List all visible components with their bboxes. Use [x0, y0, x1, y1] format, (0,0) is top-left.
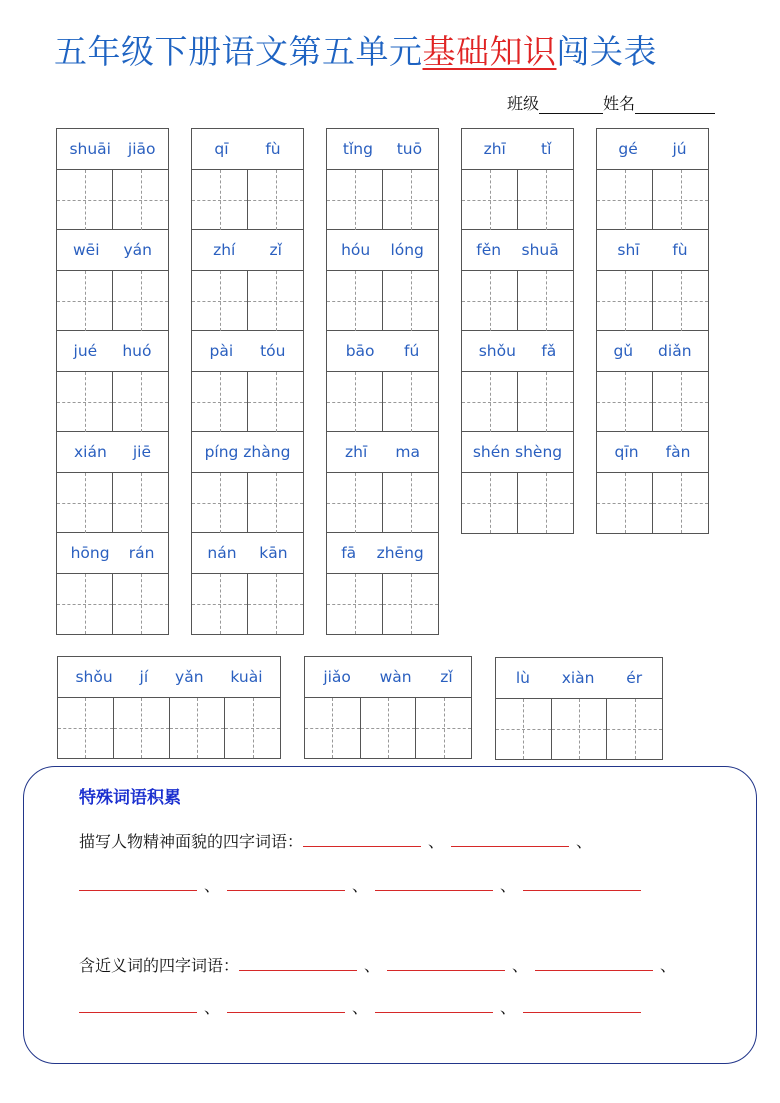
pinyin-syllable: shén shèng: [472, 443, 563, 461]
writing-grid: [57, 170, 168, 230]
separator: 、: [499, 998, 516, 1017]
pinyin-syllable: jiāo: [127, 140, 156, 158]
separator: 、: [660, 956, 677, 975]
answer-blank[interactable]: [375, 996, 493, 1013]
writing-grid: [597, 271, 708, 331]
writing-grid: [192, 170, 303, 230]
pinyin-syllable: tǐng: [342, 140, 373, 158]
writing-cell[interactable]: [248, 473, 303, 533]
writing-cell[interactable]: [113, 271, 168, 331]
writing-grid: [597, 372, 708, 432]
answer-blank[interactable]: [523, 996, 641, 1013]
writing-grid: [57, 473, 168, 533]
pinyin-block: [57, 533, 168, 634]
pinyin-syllable: ér: [626, 669, 643, 687]
writing-cell[interactable]: [653, 170, 708, 230]
pinyin-syllable: ma: [395, 443, 420, 461]
writing-cell[interactable]: [57, 574, 113, 634]
pinyin-block: [462, 129, 573, 230]
writing-grid: [327, 473, 438, 533]
pinyin-block: [305, 657, 471, 758]
writing-cell[interactable]: [462, 170, 518, 230]
answer-blank[interactable]: [79, 996, 197, 1013]
writing-cell[interactable]: [113, 574, 168, 634]
pinyin-row: [57, 230, 168, 271]
pinyin-syllable: qī: [214, 140, 229, 158]
pinyin-syllable: lù: [515, 669, 530, 687]
pinyin-syllable: wàn: [379, 668, 412, 686]
writing-grid: [462, 372, 573, 432]
answer-blank[interactable]: [303, 830, 421, 847]
writing-grid: [327, 574, 438, 634]
prompt2-row: [79, 953, 683, 976]
writing-cell[interactable]: [248, 372, 303, 432]
writing-cell[interactable]: [383, 372, 438, 432]
pinyin-syllable: yán: [123, 241, 152, 259]
pinyin-syllable: xiàn: [561, 669, 595, 687]
writing-cell[interactable]: [383, 271, 438, 331]
writing-grid: [327, 170, 438, 230]
pinyin-block: [597, 230, 708, 331]
writing-cell[interactable]: [192, 271, 248, 331]
writing-cell[interactable]: [597, 271, 653, 331]
pinyin-syllable: zhī: [345, 443, 368, 461]
pinyin-syllable: zhī: [483, 140, 506, 158]
pinyin-syllable: shī: [617, 241, 640, 259]
writing-cell[interactable]: [653, 271, 708, 331]
pinyin-row: [192, 230, 303, 271]
writing-cell[interactable]: [248, 170, 303, 230]
pinyin-syllable: jiē: [132, 443, 151, 461]
writing-cell[interactable]: [597, 170, 653, 230]
pinyin-row: [462, 230, 573, 271]
writing-cell[interactable]: [327, 271, 383, 331]
writing-grid: [597, 473, 708, 533]
pinyin-row: [192, 432, 303, 473]
writing-cell[interactable]: [496, 699, 552, 759]
answer-blank[interactable]: [451, 830, 569, 847]
answer-blank[interactable]: [375, 874, 493, 891]
pinyin-block: [327, 331, 438, 432]
pinyin-row: [327, 432, 438, 473]
pinyin-syllable: qīn: [614, 443, 639, 461]
pinyin-column: [56, 128, 169, 635]
pinyin-wide-block: [495, 657, 663, 760]
pinyin-syllable: fú: [403, 342, 420, 360]
pinyin-block: [57, 230, 168, 331]
writing-cell[interactable]: [361, 698, 417, 758]
writing-cell[interactable]: [58, 698, 114, 758]
writing-cell[interactable]: [248, 574, 303, 634]
writing-cell[interactable]: [327, 574, 383, 634]
pinyin-block: [597, 129, 708, 230]
pinyin-syllable: gǔ: [613, 342, 634, 360]
pinyin-block: [496, 658, 662, 759]
writing-cell[interactable]: [192, 372, 248, 432]
pinyin-syllable: rán: [128, 544, 155, 562]
writing-cell[interactable]: [225, 698, 280, 758]
answer-blank[interactable]: [523, 874, 641, 891]
pinyin-block: [327, 230, 438, 331]
writing-grid: [58, 698, 280, 758]
pinyin-syllable: jú: [672, 140, 687, 158]
writing-cell[interactable]: [114, 698, 170, 758]
writing-cell[interactable]: [305, 698, 361, 758]
answer-blank[interactable]: [227, 874, 345, 891]
pinyin-block: [192, 230, 303, 331]
special-vocabulary-title: 特殊词语积累: [79, 788, 181, 808]
name-field[interactable]: [635, 95, 715, 114]
pinyin-syllable: fā: [341, 544, 357, 562]
answer-blank[interactable]: [535, 954, 653, 971]
writing-cell[interactable]: [653, 473, 708, 533]
pinyin-syllable: bāo: [345, 342, 375, 360]
pinyin-row: [58, 657, 280, 698]
writing-cell[interactable]: [518, 473, 573, 533]
pinyin-syllable: zǐ: [440, 668, 453, 686]
pinyin-row: [327, 533, 438, 574]
writing-cell[interactable]: [416, 698, 471, 758]
writing-grid: [192, 372, 303, 432]
writing-grid: [496, 699, 662, 759]
writing-cell[interactable]: [57, 473, 113, 533]
pinyin-syllable: kān: [259, 544, 288, 562]
pinyin-syllable: fù: [265, 140, 281, 158]
prompt1-label: 描写人物精神面貌的四字词语：: [79, 832, 304, 851]
pinyin-syllable: kuài: [230, 668, 263, 686]
pinyin-block: [462, 230, 573, 331]
writing-cell[interactable]: [192, 574, 248, 634]
pinyin-syllable: xián: [74, 443, 107, 461]
pinyin-block: [192, 331, 303, 432]
pinyin-syllable: píng zhàng: [204, 443, 291, 461]
writing-cell[interactable]: [192, 473, 248, 533]
pinyin-syllable: hóu: [341, 241, 371, 259]
writing-cell[interactable]: [383, 574, 438, 634]
pinyin-row: [462, 432, 573, 473]
pinyin-syllable: nán: [207, 544, 237, 562]
writing-grid: [597, 170, 708, 230]
separator: 、: [203, 998, 220, 1017]
pinyin-wide-block: [304, 656, 472, 759]
writing-cell[interactable]: [597, 473, 653, 533]
writing-cell[interactable]: [552, 699, 608, 759]
pinyin-block: [327, 129, 438, 230]
writing-grid: [305, 698, 471, 758]
pinyin-column: [191, 128, 304, 635]
pinyin-row: [462, 129, 573, 170]
pinyin-row: [597, 331, 708, 372]
pinyin-syllable: gé: [618, 140, 638, 158]
pinyin-block: [192, 129, 303, 230]
pinyin-syllable: lóng: [390, 241, 424, 259]
pinyin-syllable: fǎ: [541, 342, 557, 360]
answer-blank[interactable]: [387, 954, 505, 971]
pinyin-block: [597, 432, 708, 533]
writing-grid: [192, 271, 303, 331]
writing-cell[interactable]: [518, 170, 573, 230]
writing-cell[interactable]: [113, 473, 168, 533]
writing-cell[interactable]: [192, 170, 248, 230]
pinyin-block: [58, 657, 280, 758]
writing-cell[interactable]: [518, 372, 573, 432]
pinyin-syllable: zhēng: [376, 544, 424, 562]
pinyin-syllable: shǒu: [75, 668, 113, 686]
pinyin-row: [327, 230, 438, 271]
pinyin-syllable: zhí: [213, 241, 236, 259]
separator: 、: [364, 956, 381, 975]
pinyin-syllable: huó: [122, 342, 152, 360]
writing-cell[interactable]: [57, 170, 113, 230]
pinyin-block: [57, 129, 168, 230]
name-label: 姓名: [603, 94, 636, 113]
pinyin-syllable: zǐ: [269, 241, 282, 259]
pinyin-syllable: pài: [209, 342, 234, 360]
class-field[interactable]: [539, 95, 603, 114]
student-info: [507, 91, 715, 114]
pinyin-row: [192, 533, 303, 574]
separator: 、: [351, 998, 368, 1017]
writing-grid: [462, 271, 573, 331]
pinyin-row: [192, 129, 303, 170]
pinyin-block: [57, 432, 168, 533]
writing-cell[interactable]: [597, 372, 653, 432]
answer-blank[interactable]: [239, 954, 357, 971]
writing-cell[interactable]: [653, 372, 708, 432]
separator: 、: [576, 832, 593, 851]
writing-cell[interactable]: [383, 170, 438, 230]
pinyin-syllable: jí: [139, 668, 149, 686]
pinyin-column: [326, 128, 439, 635]
answer-blank[interactable]: [79, 874, 197, 891]
writing-cell[interactable]: [518, 271, 573, 331]
separator: 、: [351, 876, 368, 895]
separator: 、: [203, 876, 220, 895]
writing-grid: [462, 170, 573, 230]
pinyin-syllable: tóu: [260, 342, 286, 360]
writing-cell[interactable]: [462, 473, 518, 533]
pinyin-row: [57, 331, 168, 372]
title-highlight: 基础知识: [422, 32, 557, 71]
pinyin-row: [327, 129, 438, 170]
pinyin-syllable: tǐ: [541, 140, 552, 158]
prompt1-row2: [79, 873, 641, 896]
writing-grid: [192, 473, 303, 533]
pinyin-block: [192, 432, 303, 533]
pinyin-syllable: tuō: [396, 140, 423, 158]
class-label: 班级: [507, 94, 540, 113]
pinyin-column: [461, 128, 574, 534]
pinyin-syllable: jué: [73, 342, 98, 360]
pinyin-row: [305, 657, 471, 698]
writing-grid: [192, 574, 303, 634]
prompt1-row: [79, 829, 599, 852]
writing-grid: [327, 271, 438, 331]
pinyin-row: [597, 230, 708, 271]
pinyin-syllable: hōng: [70, 544, 110, 562]
prompt2-row2: [79, 995, 641, 1018]
separator: 、: [499, 876, 516, 895]
pinyin-syllable: shuāi: [69, 140, 111, 158]
writing-cell[interactable]: [327, 473, 383, 533]
writing-cell[interactable]: [383, 473, 438, 533]
pinyin-row: [57, 432, 168, 473]
writing-cell[interactable]: [57, 372, 113, 432]
page-title: 五年级下册语文第五单元基础知识闯关表: [54, 32, 657, 71]
separator: 、: [428, 832, 445, 851]
writing-cell[interactable]: [113, 170, 168, 230]
writing-grid: [327, 372, 438, 432]
answer-blank[interactable]: [227, 996, 345, 1013]
writing-grid: [462, 473, 573, 533]
pinyin-row: [496, 658, 662, 699]
pinyin-syllable: fù: [672, 241, 688, 259]
pinyin-block: [462, 331, 573, 432]
writing-cell[interactable]: [170, 698, 226, 758]
writing-cell[interactable]: [462, 372, 518, 432]
pinyin-syllable: shǒu: [478, 342, 516, 360]
pinyin-syllable: wēi: [72, 241, 100, 259]
pinyin-row: [57, 129, 168, 170]
separator: 、: [512, 956, 529, 975]
pinyin-syllable: shuā: [521, 241, 559, 259]
pinyin-row: [597, 129, 708, 170]
pinyin-block: [597, 331, 708, 432]
pinyin-syllable: diǎn: [658, 342, 692, 360]
pinyin-block: [57, 331, 168, 432]
writing-cell[interactable]: [248, 271, 303, 331]
writing-cell[interactable]: [327, 372, 383, 432]
writing-cell[interactable]: [607, 699, 662, 759]
pinyin-row: [597, 432, 708, 473]
writing-grid: [57, 271, 168, 331]
pinyin-block: [327, 533, 438, 634]
pinyin-syllable: fěn: [476, 241, 502, 259]
pinyin-row: [462, 331, 573, 372]
pinyin-syllable: jiǎo: [323, 668, 351, 686]
prompt2-label: 含近义词的四字词语：: [79, 956, 240, 975]
pinyin-row: [57, 533, 168, 574]
pinyin-wide-block: [57, 656, 281, 759]
pinyin-row: [327, 331, 438, 372]
pinyin-column: [596, 128, 709, 534]
writing-grid: [57, 574, 168, 634]
writing-grid: [57, 372, 168, 432]
special-vocabulary-box: [23, 766, 757, 1064]
pinyin-syllable: fàn: [665, 443, 691, 461]
pinyin-block: [327, 432, 438, 533]
pinyin-block: [192, 533, 303, 634]
pinyin-row: [192, 331, 303, 372]
pinyin-block: [462, 432, 573, 533]
writing-cell[interactable]: [57, 271, 113, 331]
writing-cell[interactable]: [462, 271, 518, 331]
writing-cell[interactable]: [113, 372, 168, 432]
writing-cell[interactable]: [327, 170, 383, 230]
pinyin-syllable: yǎn: [175, 668, 204, 686]
